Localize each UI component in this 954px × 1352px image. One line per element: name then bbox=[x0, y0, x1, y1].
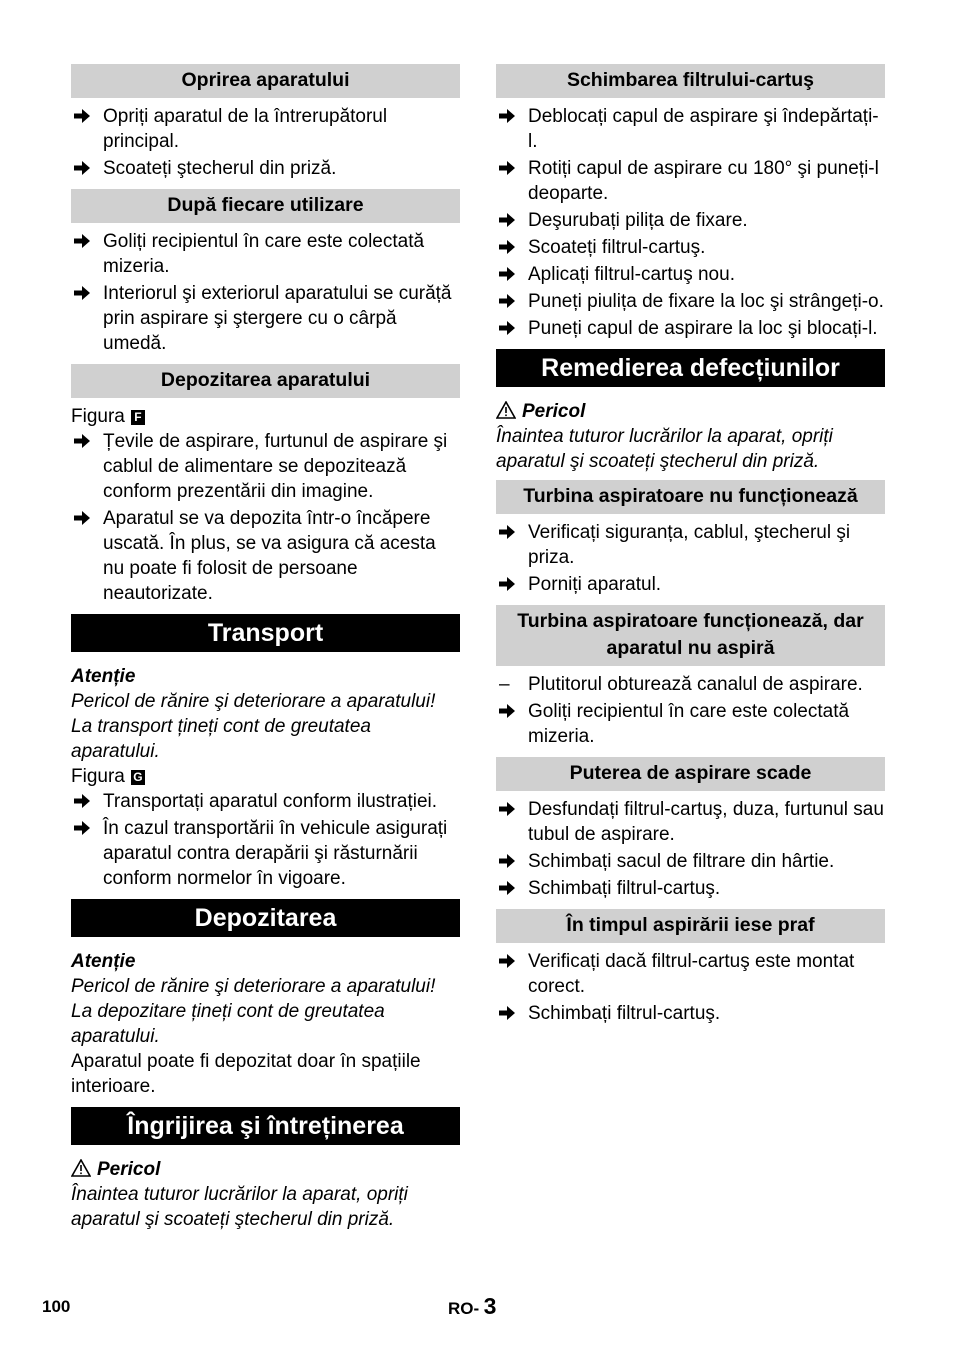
list-schimbarea bbox=[496, 104, 885, 341]
section-heading-praf: În timpul aspirării iese praf bbox=[496, 909, 885, 943]
list-item-text: Schimbați sacul de filtrare din hârtie. bbox=[528, 851, 835, 872]
list-item-text: Puneți piulița de fixare la loc şi strângeți-o. bbox=[528, 291, 884, 312]
list-item bbox=[496, 876, 885, 901]
warning-title-transport: Atenție bbox=[71, 666, 136, 687]
danger-heading-remedierea: Pericol bbox=[496, 399, 885, 424]
section-heading-oprirea: Oprirea aparatului bbox=[71, 64, 460, 98]
list-item-text: Goliți recipientul în care este colectată mizeria. bbox=[103, 231, 425, 277]
arrow-right-icon bbox=[498, 953, 516, 969]
list-item-text: Desfundați filtrul-cartuş, duza, furtunul sau tubul de aspirare. bbox=[528, 799, 884, 845]
list-turbina-nu bbox=[496, 520, 885, 597]
list-item-text: Aparatul se va depozita într-o încăpere uscată. În plus, se va asigura că acesta nu poate fi folosit de persoane neautorizate. bbox=[103, 508, 436, 604]
warning-triangle-icon bbox=[496, 401, 516, 419]
figura-ref-f: Figura F bbox=[71, 404, 460, 429]
right-column bbox=[496, 64, 885, 1028]
list-item bbox=[71, 506, 460, 606]
section-heading-schimbarea: Schimbarea filtrului-cartuş bbox=[496, 64, 885, 98]
list-item-text: Deşurubați pilița de fixare. bbox=[528, 210, 748, 231]
list-item-text: Deblocați capul de aspirare şi îndepărtați-l. bbox=[528, 106, 879, 152]
dash-bullet: – bbox=[499, 674, 510, 695]
list-item bbox=[496, 699, 885, 749]
arrow-right-icon bbox=[498, 576, 516, 592]
arrow-right-icon bbox=[498, 239, 516, 255]
list-item-text: În cazul transportării în vehicule asigurați aparatul contra derapării şi răsturnării conform normelor în vigoare. bbox=[103, 818, 448, 889]
list-item-text: Aplicați filtrul-cartuş nou. bbox=[528, 264, 735, 285]
left-column bbox=[71, 64, 460, 1232]
list-praf bbox=[496, 949, 885, 1026]
section-heading-dupa: După fiecare utilizare bbox=[71, 189, 460, 223]
arrow-right-icon bbox=[73, 108, 91, 124]
danger-text-ingrijirea: Înaintea tuturor lucrărilor la aparat, opriți aparatul şi scoateți ştecherul din priză. bbox=[71, 1184, 408, 1230]
arrow-right-icon bbox=[498, 524, 516, 540]
arrow-right-icon bbox=[498, 293, 516, 309]
list-item-text: Țevile de aspirare, furtunul de aspirare şi cablul de alimentare se depozitează conform prezentării din imagine. bbox=[103, 431, 448, 502]
figura-badge-g: G bbox=[131, 770, 145, 785]
figura-ref-g: Figura G bbox=[71, 764, 460, 789]
list-item bbox=[496, 262, 885, 287]
list-depozitarea-aparatului bbox=[71, 429, 460, 606]
list-item-text: Porniți aparatul. bbox=[528, 574, 662, 595]
arrow-right-icon bbox=[498, 703, 516, 719]
list-item bbox=[496, 520, 885, 570]
chapter-heading-depozitarea: Depozitarea bbox=[71, 899, 460, 937]
arrow-right-icon bbox=[73, 793, 91, 809]
list-item bbox=[71, 104, 460, 154]
list-item bbox=[71, 789, 460, 814]
list-item bbox=[496, 289, 885, 314]
list-item bbox=[71, 429, 460, 504]
list-turbina-dar bbox=[496, 699, 885, 749]
list-item bbox=[71, 816, 460, 891]
list-item bbox=[496, 316, 885, 341]
arrow-right-icon bbox=[498, 212, 516, 228]
chapter-heading-ingrijirea: Îngrijirea şi întreținerea bbox=[71, 1107, 460, 1145]
arrow-right-icon bbox=[73, 160, 91, 176]
paragraph-depozitarea: Aparatul poate fi depozitat doar în spațiile interioare. bbox=[71, 1051, 421, 1097]
arrow-right-icon bbox=[498, 108, 516, 124]
section-heading-puterea: Puterea de aspirare scade bbox=[496, 757, 885, 791]
list-item bbox=[496, 1001, 885, 1026]
list-transport bbox=[71, 789, 460, 891]
arrow-right-icon bbox=[498, 801, 516, 817]
warning-text-depozitarea: Pericol de rănire şi deteriorare a aparatului! La depozitare țineți cont de greutatea aparatului. bbox=[71, 976, 436, 1047]
arrow-right-icon bbox=[498, 160, 516, 176]
page-number: 100 bbox=[42, 1297, 71, 1316]
arrow-right-icon bbox=[498, 1005, 516, 1021]
warning-text-transport: Pericol de rănire şi deteriorare a aparatului! La transport țineți cont de greutatea aparatului. bbox=[71, 691, 436, 762]
arrow-right-icon bbox=[73, 233, 91, 249]
list-item-text: Schimbați filtrul-cartuş. bbox=[528, 1003, 721, 1024]
list-item bbox=[496, 572, 885, 597]
list-item bbox=[496, 797, 885, 847]
section-heading-depozitarea-aparatului: Depozitarea aparatului bbox=[71, 364, 460, 398]
arrow-right-icon bbox=[498, 853, 516, 869]
arrow-right-icon bbox=[73, 510, 91, 526]
chapter-heading-transport: Transport bbox=[71, 614, 460, 652]
list-dupa bbox=[71, 229, 460, 356]
list-item bbox=[496, 104, 885, 154]
list-item-text: Verificați dacă filtrul-cartuş este montat corect. bbox=[528, 951, 855, 997]
list-item-text: Schimbați filtrul-cartuş. bbox=[528, 878, 721, 899]
footer-section-code: RO- 3 bbox=[448, 1293, 497, 1319]
arrow-right-icon bbox=[498, 880, 516, 896]
arrow-right-icon bbox=[73, 433, 91, 449]
list-item bbox=[71, 156, 460, 181]
arrow-right-icon bbox=[498, 266, 516, 282]
arrow-right-icon bbox=[73, 820, 91, 836]
chapter-heading-remedierea: Remedierea defecțiunilor bbox=[496, 349, 885, 387]
section-heading-turbina-nu: Turbina aspiratoare nu funcționează bbox=[496, 480, 885, 514]
list-item bbox=[496, 208, 885, 233]
arrow-right-icon bbox=[498, 320, 516, 336]
list-item-text: Opriți aparatul de la întrerupătorul principal. bbox=[103, 106, 388, 152]
list-item bbox=[496, 949, 885, 999]
figura-badge-f: F bbox=[131, 410, 145, 425]
list-item-text: Scoateți ştecherul din priză. bbox=[103, 158, 337, 179]
list-item-text: Rotiți capul de aspirare cu 180° şi puneți-l deoparte. bbox=[528, 158, 879, 204]
list-item bbox=[71, 281, 460, 356]
danger-heading-ingrijirea: Pericol bbox=[71, 1157, 460, 1182]
list-item-text: Scoateți filtrul-cartuş. bbox=[528, 237, 706, 258]
list-item-text: Goliți recipientul în care este colectată mizeria. bbox=[528, 701, 850, 747]
danger-text-remedierea: Înaintea tuturor lucrărilor la aparat, opriți aparatul şi scoateți ştecherul din priză. bbox=[496, 426, 833, 472]
section-heading-turbina-dar: Turbina aspiratoare funcționează, dar aparatul nu aspiră bbox=[496, 605, 885, 666]
list-item bbox=[496, 156, 885, 206]
list-puterea bbox=[496, 797, 885, 901]
list-item-dash: – Plutitorul obturează canalul de aspirare. bbox=[499, 674, 863, 695]
warning-title-depozitarea: Atenție bbox=[71, 951, 136, 972]
arrow-right-icon bbox=[73, 285, 91, 301]
list-item-text: Verificați siguranța, cablul, ştecherul şi priza. bbox=[528, 522, 851, 568]
list-item-text: Puneți capul de aspirare la loc şi blocați-l. bbox=[528, 318, 878, 339]
warning-triangle-icon bbox=[71, 1159, 91, 1177]
list-item bbox=[496, 849, 885, 874]
list-item bbox=[71, 229, 460, 279]
list-item bbox=[496, 235, 885, 260]
list-item-text: Interiorul şi exteriorul aparatului se curăță prin aspirare şi ştergere cu o cârpă umedă. bbox=[103, 283, 452, 354]
list-item-text: Transportați aparatul conform ilustrației. bbox=[103, 791, 438, 812]
list-oprirea bbox=[71, 104, 460, 181]
